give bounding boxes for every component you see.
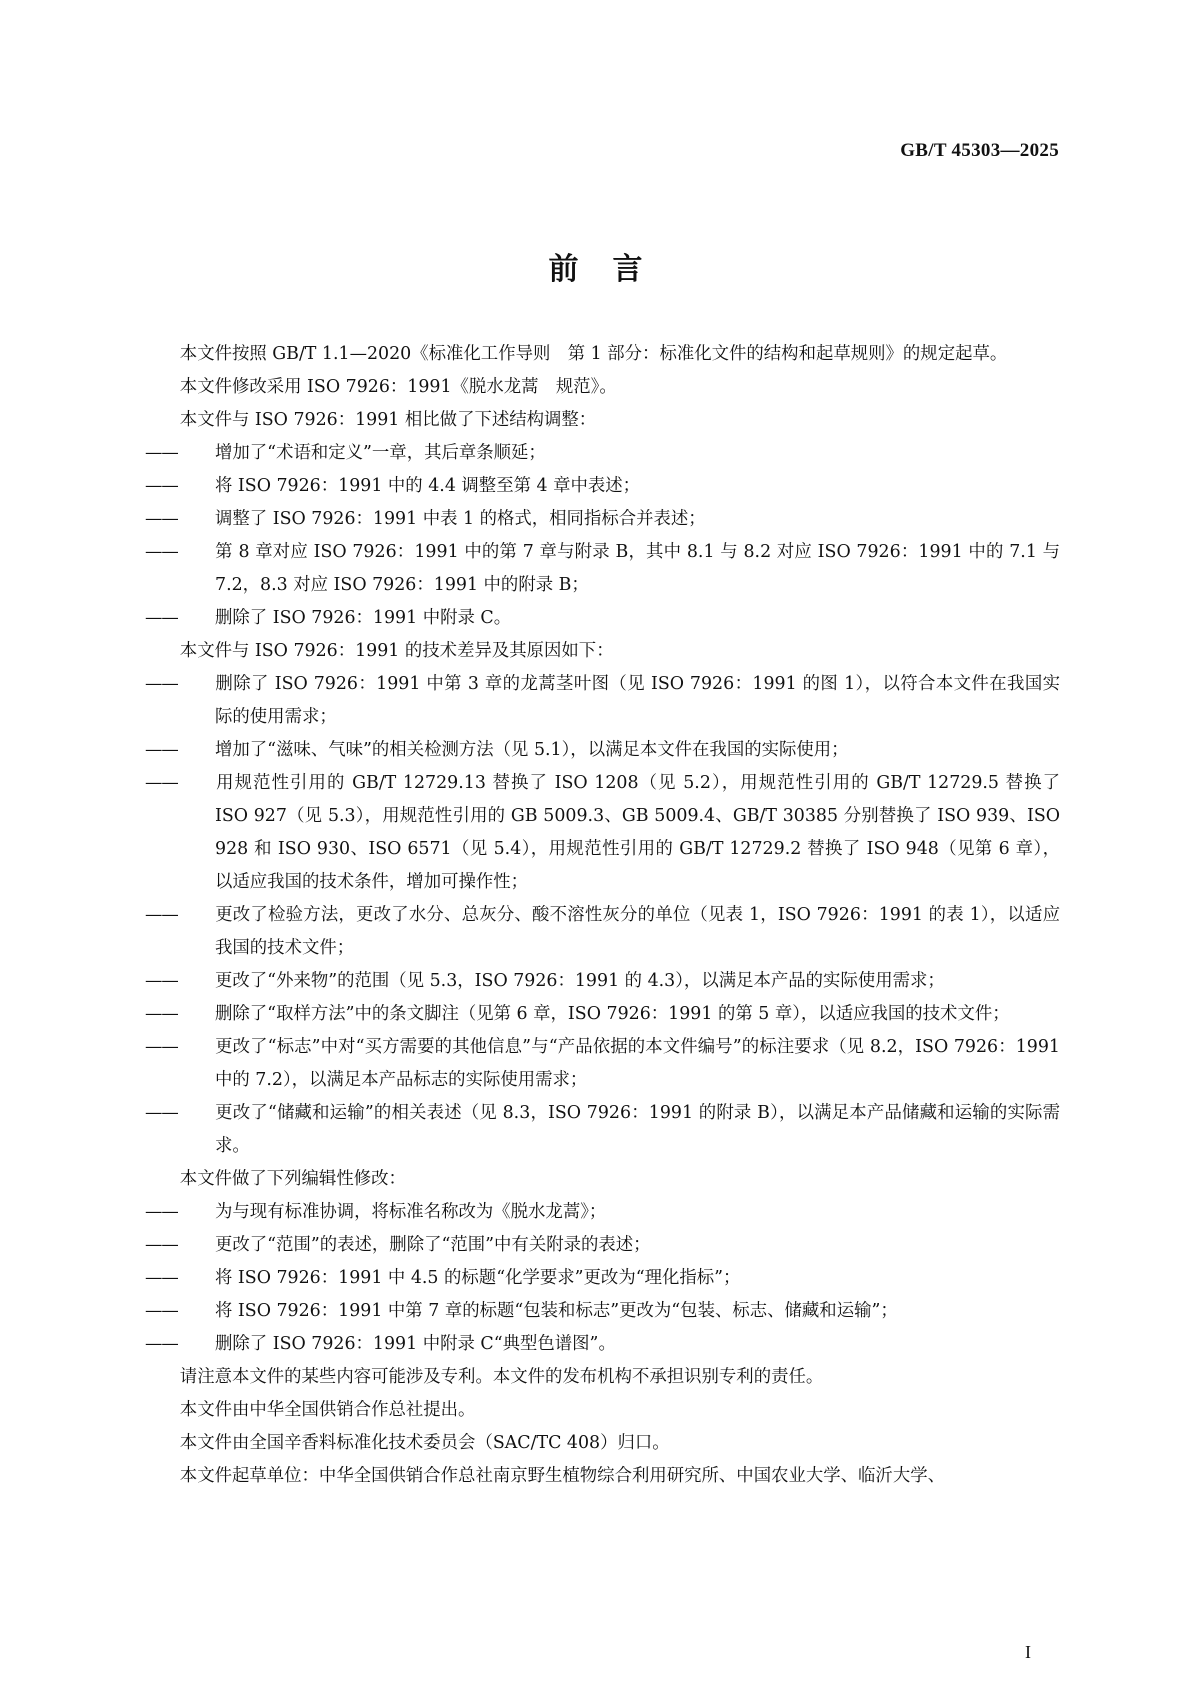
standard-code: GB/T 45303—2025	[900, 140, 1059, 161]
list-item: —— 更改了“储藏和运输”的相关表述（见 8.3，ISO 7926：1991 的附录 B），以满足本产品储藏和运输的实际需求。	[145, 1097, 1060, 1163]
dash-mark: ——	[145, 476, 178, 496]
list-item: —— 将 ISO 7926：1991 中 4.5 的标题“化学要求”更改为“理化指标”；	[145, 1262, 1060, 1295]
dash-mark: ——	[145, 773, 178, 793]
list-item: —— 为与现有标准协调，将标准名称改为《脱水龙蒿》；	[145, 1196, 1060, 1229]
list-item: —— 调整了 ISO 7926：1991 中表 1 的格式，相同指标合并表述；	[145, 503, 1060, 536]
paragraph: 本文件由中华全国供销合作总社提出。	[179, 1400, 476, 1420]
paragraph: 本文件修改采用 ISO 7926：1991《脱水龙蒿 规范》。	[179, 377, 617, 397]
dash-mark: ——	[145, 674, 178, 694]
list-item: —— 将 ISO 7926：1991 中的 4.4 调整至第 4 章中表述；	[145, 470, 1060, 503]
dash-mark: ——	[145, 1202, 178, 1222]
dash-mark: ——	[145, 443, 178, 463]
list-item: —— 删除了“取样方法”中的条文脚注（见第 6 章，ISO 7926：1991 的第 5 章），以适应我国的技术文件；	[145, 998, 1060, 1031]
dash-mark: ——	[145, 1103, 178, 1123]
dash-mark: ——	[145, 905, 178, 925]
paragraph: 本文件起草单位：中华全国供销合作总社南京野生植物综合利用研究所、中国农业大学、临沂大学、	[179, 1466, 945, 1486]
page-number: I	[1025, 1642, 1031, 1662]
dash-mark: ——	[145, 971, 178, 991]
dash-mark: ——	[145, 608, 178, 628]
dash-mark: ——	[145, 1004, 178, 1024]
list-item: —— 第 8 章对应 ISO 7926：1991 中的第 7 章与附录 B，其中 8.1 与 8.2 对应 ISO 7926：1991 中的 7.1 与 7.2，8.3 对应 ISO 7926：1991 中的附录 B；	[145, 536, 1060, 602]
paragraph: 本文件与 ISO 7926：1991 的技术差异及其原因如下：	[179, 641, 614, 661]
paragraph: 请注意本文件的某些内容可能涉及专利。本文件的发布机构不承担识别专利的责任。	[179, 1367, 824, 1387]
list-item: —— 更改了“外来物”的范围（见 5.3，ISO 7926：1991 的 4.3），以满足本产品的实际使用需求；	[145, 965, 1060, 998]
dash-mark: ——	[145, 1235, 178, 1255]
list-item: —— 删除了 ISO 7926：1991 中附录 C“典型色谱图”。	[145, 1328, 1060, 1361]
list-item: —— 删除了 ISO 7926：1991 中附录 C。	[145, 602, 1060, 635]
list-item: —— 将 ISO 7926：1991 中第 7 章的标题“包装和标志”更改为“包装、标志、储藏和运输”；	[145, 1295, 1060, 1328]
document-body	[145, 338, 1060, 1493]
list-item: —— 更改了“范围”的表述，删除了“范围”中有关附录的表述；	[145, 1229, 1060, 1262]
dash-mark: ——	[145, 1268, 178, 1288]
page-title: 前言	[548, 252, 677, 287]
list-item: —— 更改了“标志”中对“买方需要的其他信息”与“产品依据的本文件编号”的标注要求（见 8.2，ISO 7926：1991 中的 7.2），以满足本产品标志的实际使用需求；	[145, 1031, 1060, 1097]
list-item: —— 用规范性引用的 GB/T 12729.13 替换了 ISO 1208（见 5.2），用规范性引用的 GB/T 12729.5 替换了 ISO 927（见 5.3），用规范性引用的 GB 5009.3、GB 5009.4、GB/T 30385 分别替换了 ISO 939、ISO 928 和 ISO 930、ISO 6571（见 5.4），用规范性引用的 GB/T 12729.2 替换了 ISO 948（见第 6 章），以适应我国的技术条件，增加可操作性；	[145, 767, 1060, 899]
paragraph: 本文件做了下列编辑性修改：	[179, 1169, 406, 1189]
dash-mark: ——	[145, 509, 178, 529]
list-item: —— 更改了检验方法，更改了水分、总灰分、酸不溶性灰分的单位（见表 1，ISO 7926：1991 的表 1），以适应我国的技术文件；	[145, 899, 1060, 965]
list-item: —— 删除了 ISO 7926：1991 中第 3 章的龙蒿茎叶图（见 ISO 7926：1991 的图 1），以符合本文件在我国实际的使用需求；	[145, 668, 1060, 734]
list-item: —— 增加了“滋味、气味”的相关检测方法（见 5.1），以满足本文件在我国的实际使用；	[145, 734, 1060, 767]
dash-mark: ——	[145, 1334, 178, 1354]
paragraph: 本文件按照 GB/T 1.1—2020《标准化工作导则 第 1 部分：标准化文件的结构和起草规则》的规定起草。	[179, 344, 1008, 364]
dash-mark: ——	[145, 1301, 178, 1321]
list-item: —— 增加了“术语和定义”一章，其后章条顺延；	[145, 437, 1060, 470]
dash-mark: ——	[145, 542, 178, 562]
dash-mark: ——	[145, 740, 178, 760]
paragraph: 本文件与 ISO 7926：1991 相比做了下述结构调整：	[179, 410, 597, 430]
dash-mark: ——	[145, 1037, 178, 1057]
paragraph: 本文件由全国辛香料标准化技术委员会（SAC/TC 408）归口。	[179, 1433, 670, 1453]
